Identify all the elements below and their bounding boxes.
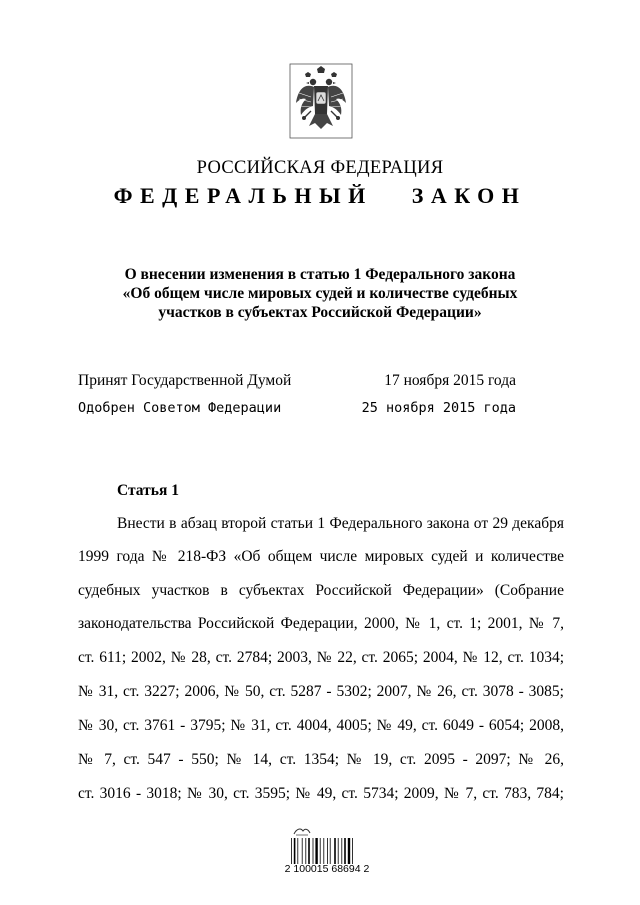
coat-of-arms-icon xyxy=(289,63,353,139)
law-title-line: О внесении изменения в статью 1 Федерального закона xyxy=(124,266,516,283)
barcode-number: 2 100015 68694 2 xyxy=(284,863,370,875)
country-name: РОССИЙСКАЯ ФЕДЕРАЦИЯ xyxy=(196,158,444,178)
article-heading: Статья 1 xyxy=(117,482,179,499)
article-text-line: ст. 3016 - 3018; № 30, ст. 3595; № 49, ст. 5734; 2009, № 7, ст. 783, 784; xyxy=(78,785,564,802)
adoption-label: Одобрен Советом Федерации xyxy=(78,400,282,416)
article-text-line: № 7, ст. 547 - 550; № 14, ст. 1354; № 19, ст. 2095 - 2097; № 26, xyxy=(78,751,564,768)
registration-stamp-icon xyxy=(292,826,312,836)
law-type-heading: ФЕДЕРАЛЬНЫЙ ЗАКОН xyxy=(113,183,527,208)
law-title-line: «Об общем числе мировых судей и количестве судебных xyxy=(122,285,518,302)
article-text-line: Внести в абзац второй статьи 1 Федерального закона от 29 декабря xyxy=(117,515,564,532)
adoption-date: 17 ноября 2015 года xyxy=(384,372,516,389)
law-title-line: участков в субъектах Российской Федерации» xyxy=(158,304,482,321)
adoption-label: Принят Государственной Думой xyxy=(78,372,292,389)
adoption-date: 25 ноября 2015 года xyxy=(361,400,516,416)
barcode-icon xyxy=(290,838,362,864)
law-title xyxy=(0,265,640,322)
article-text-line: ст. 611; 2002, № 28, ст. 2784; 2003, № 22, ст. 2065; 2004, № 12, ст. 1034; xyxy=(78,649,564,666)
article-text-line: № 30, ст. 3761 - 3795; № 31, ст. 4004, 4005; № 49, ст. 6049 - 6054; 2008, xyxy=(78,717,564,734)
article-text-line: 1999 года № 218-ФЗ «Об общем числе мировых судей и количестве xyxy=(78,548,564,565)
article-text-line: судебных участков в субъектах Российской Федерации» (Собрание xyxy=(78,582,564,599)
article-text-line: законодательства Российской Федерации, 2000, № 1, ст. 1; 2001, № 7, xyxy=(78,615,564,632)
article-text-line: № 31, ст. 3227; 2006, № 50, ст. 5287 - 5302; 2007, № 26, ст. 3078 - 3085; xyxy=(78,683,564,700)
